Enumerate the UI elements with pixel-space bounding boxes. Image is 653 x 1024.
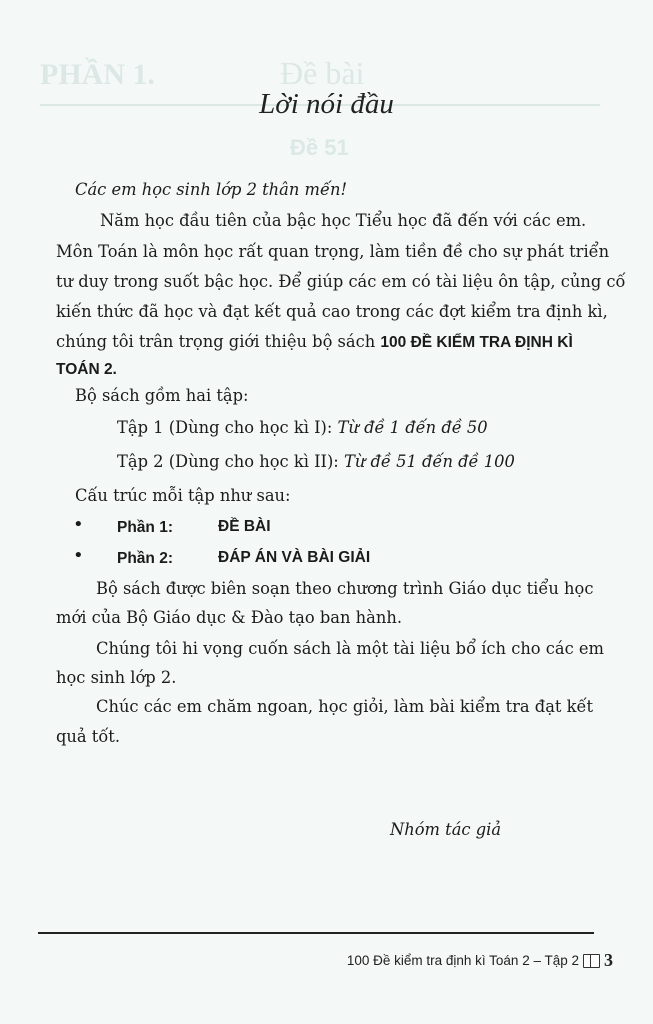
paragraph2-line1: Bộ sách được biên soạn theo chương trình Giáo dục tiểu học: [96, 579, 594, 598]
volume-1-range: Từ đề 1 đến đề 50: [337, 418, 488, 437]
page-number: 3: [604, 950, 613, 970]
paragraph1-line3: tư duy trong suốt bậc học. Để giúp các em có tài liệu ôn tập, củng cố: [56, 272, 626, 291]
bleed-through-heading: Đề bài: [280, 55, 365, 91]
part-2-name: ĐÁP ÁN VÀ BÀI GIẢI: [218, 549, 371, 566]
structure-intro: Cấu trúc mỗi tập như sau:: [75, 486, 291, 505]
greeting: Các em học sinh lớp 2 thân mến!: [75, 180, 348, 199]
book-icon: [583, 954, 600, 968]
page-title: Lời nói đầu: [259, 88, 394, 120]
paragraph1-line1: Năm học đầu tiên của bậc học Tiểu học đã đến với các em.: [100, 211, 587, 230]
paragraph1-line5-text: chúng tôi trân trọng giới thiệu bộ sách: [56, 332, 381, 351]
bleed-through-exam: Đề 51: [290, 135, 349, 160]
volume-2-label: Tập 2 (Dùng cho học kì II):: [117, 452, 339, 471]
part-1: [117, 512, 173, 544]
paragraph1-line5: [56, 327, 573, 359]
paragraph1-line2: Môn Toán là môn học rất quan trọng, làm tiền đề cho sự phát triển: [56, 242, 610, 261]
volumes-intro: Bộ sách gồm hai tập:: [75, 386, 249, 405]
paragraph1-line4: kiến thức đã học và đạt kết quả cao trong các đợt kiểm tra định kì,: [56, 302, 608, 321]
part-1-name: ĐỀ BÀI: [218, 518, 271, 535]
paragraph2-line2: mới của Bộ Giáo dục & Đào tạo ban hành.: [56, 608, 403, 627]
bullet-2: •: [73, 545, 84, 566]
book-title-part2: TOÁN 2.: [56, 361, 117, 378]
bullet-1: •: [73, 514, 84, 535]
paragraph4-line2: quả tốt.: [56, 727, 121, 746]
page-footer: [347, 950, 613, 971]
signature: Nhóm tác giả: [390, 820, 502, 839]
book-title-part1: 100 ĐỀ KIỂM TRA ĐỊNH KÌ: [380, 334, 573, 351]
paragraph4-line1: Chúc các em chăm ngoan, học giỏi, làm bài kiểm tra đạt kết: [96, 697, 594, 716]
footer-text: 100 Đề kiểm tra định kì Toán 2 – Tập 2: [346, 953, 579, 968]
part-2-label: Phần 2:: [117, 550, 173, 567]
part-1-label: Phần 1:: [117, 519, 173, 536]
paragraph3-line2: học sinh lớp 2.: [56, 668, 177, 687]
volume-1-label: Tập 1 (Dùng cho học kì I):: [117, 418, 333, 437]
volume-2-range: Từ đề 51 đến đề 100: [343, 452, 515, 471]
paragraph3-line1: Chúng tôi hi vọng cuốn sách là một tài liệu bổ ích cho các em: [96, 639, 604, 658]
volume-2: [117, 447, 515, 478]
footer-rule: [38, 932, 594, 934]
part-2: [117, 543, 173, 575]
bleed-through-part: PHẦN 1.: [40, 58, 155, 91]
volume-1: [117, 413, 488, 444]
